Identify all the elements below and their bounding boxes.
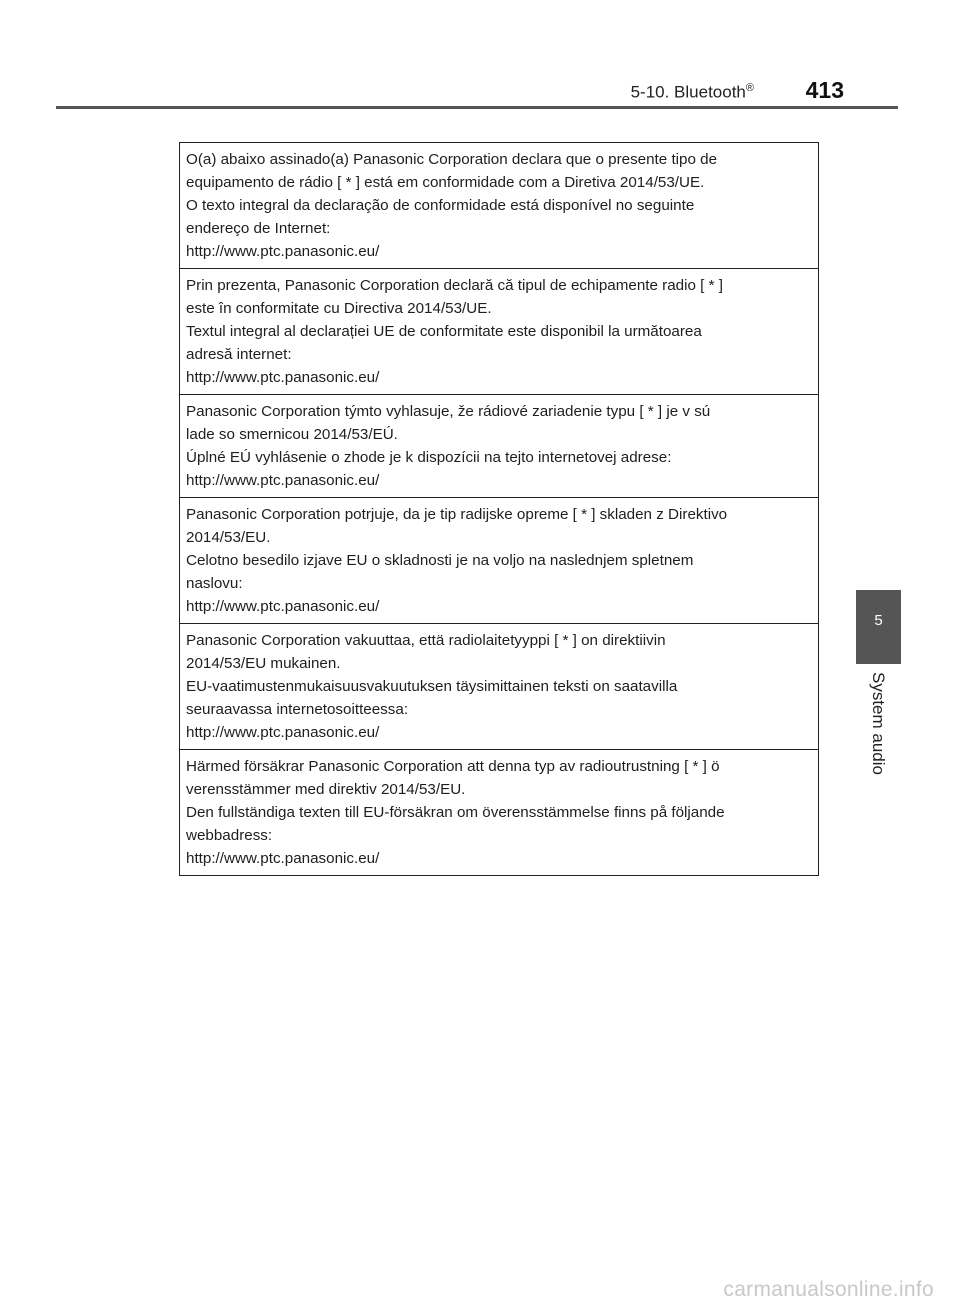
registered-mark: ® xyxy=(745,82,754,94)
declaration-line: Panasonic Corporation vakuuttaa, että radiolaitetyyppi [ * ] on direktiivin xyxy=(186,632,666,649)
declaration-line: http://www.ptc.panasonic.eu/ xyxy=(186,243,380,260)
declaration-line: Úplné EÚ vyhlásenie o zhode je k dispozícii na tejto internetovej adrese: xyxy=(186,449,672,466)
header-divider xyxy=(56,106,898,109)
declaration-line: adresă internet: xyxy=(186,346,292,363)
declaration-cell xyxy=(180,624,818,750)
chapter-label: System audio xyxy=(869,672,888,775)
declaration-line: endereço de Internet: xyxy=(186,220,331,237)
declaration-line: Celotno besedilo izjave EU o skladnosti je na voljo na naslednjem spletnem xyxy=(186,552,694,569)
declaration-cell xyxy=(180,143,818,269)
declaration-line: Textul integral al declarației UE de conformitate este disponibil la următoarea xyxy=(186,323,702,340)
watermark: carmanualsonline.info xyxy=(723,1278,934,1301)
declaration-line: Panasonic Corporation potrjuje, da je tip radijske opreme [ * ] skladen z Direktivo xyxy=(186,506,728,523)
declaration-line: lade so smernicou 2014/53/EÚ. xyxy=(186,426,398,443)
page-number: 413 xyxy=(805,77,844,103)
chapter-tab xyxy=(856,590,901,664)
declaration-line: naslovu: xyxy=(186,575,243,592)
declaration-line: http://www.ptc.panasonic.eu/ xyxy=(186,724,380,741)
declaration-line: verensstämmer med direktiv 2014/53/EU. xyxy=(186,781,466,798)
declaration-line: Panasonic Corporation týmto vyhlasuje, že rádiové zariadenie typu [ * ] je v sú xyxy=(186,403,711,420)
declaration-cell xyxy=(180,750,818,875)
declaration-line: equipamento de rádio [ * ] está em conformidade com a Diretiva 2014/53/UE. xyxy=(186,174,705,191)
declaration-line: Prin prezenta, Panasonic Corporation declară că tipul de echipamente radio [ * ] xyxy=(186,277,723,294)
page-header xyxy=(0,60,960,110)
declaration-line: O texto integral da declaração de conformidade está disponível no seguinte xyxy=(186,197,695,214)
declaration-line: 2014/53/EU mukainen. xyxy=(186,655,341,672)
declaration-line: seuraavassa internetosoitteessa: xyxy=(186,701,409,718)
declaration-table xyxy=(179,142,819,876)
section-title: 5-10. Bluetooth® xyxy=(630,82,754,102)
declaration-line: O(a) abaixo assinado(a) Panasonic Corporation declara que o presente tipo de xyxy=(186,151,718,168)
declaration-line: EU-vaatimustenmukaisuusvakuutuksen täysimittainen teksti on saatavilla xyxy=(186,678,678,695)
declaration-line: http://www.ptc.panasonic.eu/ xyxy=(186,369,380,386)
declaration-line: http://www.ptc.panasonic.eu/ xyxy=(186,850,380,867)
declaration-cell xyxy=(180,395,818,498)
declaration-line: este în conformitate cu Directiva 2014/53/UE. xyxy=(186,300,492,317)
declaration-line: http://www.ptc.panasonic.eu/ xyxy=(186,598,380,615)
declaration-cell xyxy=(180,498,818,624)
chapter-number: 5 xyxy=(874,612,883,629)
declaration-line: Den fullständiga texten till EU-försäkran om överensstämmelse finns på följande xyxy=(186,804,725,821)
declaration-cell xyxy=(180,269,818,395)
declaration-line: Härmed försäkrar Panasonic Corporation att denna typ av radioutrustning [ * ] ö xyxy=(186,758,720,775)
declaration-line: 2014/53/EU. xyxy=(186,529,271,546)
declaration-line: http://www.ptc.panasonic.eu/ xyxy=(186,472,380,489)
declaration-line: webbadress: xyxy=(186,827,273,844)
